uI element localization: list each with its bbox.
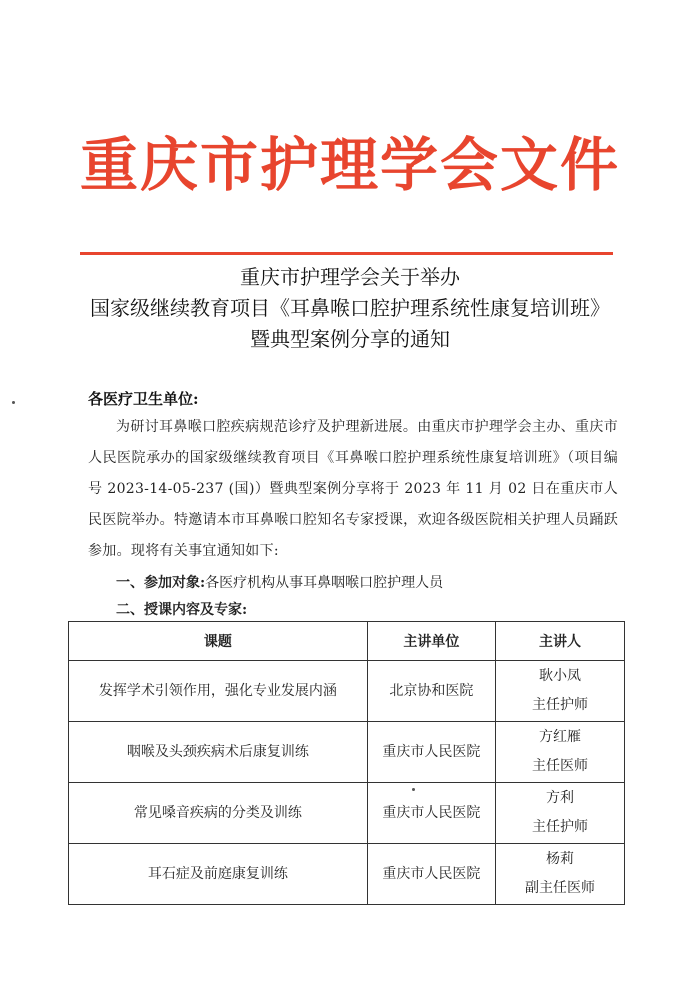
header-topic: 课题 <box>69 622 368 661</box>
cell-speaker <box>495 722 624 783</box>
table-header-row <box>69 622 625 661</box>
cell-speaker <box>495 844 624 905</box>
body-paragraph: 为研讨耳鼻喉口腔疾病规范诊疗及护理新进展。由重庆市护理学会主办、重庆市人民医院承办的国家级继续教育项目《耳鼻喉口腔护理系统性康复培训班》（项目编号 2023-14-05-237 (国)）暨典型案例分享将于 2023 年 11 月 02 日在重庆市人民医院举办。特邀请本市耳鼻喉口腔知名专家授课，欢迎各级医院相关护理人员踊跃参加。现将有关事宜通知如下: <box>88 419 618 559</box>
table-row <box>69 722 625 783</box>
cell-unit: 北京协和医院 <box>367 661 495 722</box>
item-course-content <box>116 599 247 619</box>
speaker-title: 主任护师 <box>531 697 588 713</box>
notice-title-line-1: 重庆市护理学会关于举办 <box>240 265 460 289</box>
org-header-title: 重庆市护理学会文件 <box>79 131 620 199</box>
item-participants-text: 各医疗机构从事耳鼻咽喉口腔护理人员 <box>205 575 444 591</box>
header-unit: 主讲单位 <box>367 622 495 661</box>
cell-topic: 发挥学术引领作用，强化专业发展内涵 <box>69 661 368 722</box>
speaker-name: 方红雁 <box>538 729 581 745</box>
speaker-name: 方利 <box>545 790 574 806</box>
item-participants <box>116 572 443 592</box>
item-participants-label: 一、参加对象: <box>116 575 206 591</box>
table-row <box>69 844 625 905</box>
scan-speck <box>412 788 415 791</box>
speaker-title: 副主任医师 <box>524 880 595 896</box>
scan-speck <box>12 401 15 404</box>
cell-unit: 重庆市人民医院 <box>367 844 495 905</box>
course-table <box>68 621 625 905</box>
notice-title-line-2: 国家级继续教育项目《耳鼻喉口腔护理系统性康复培训班》 <box>90 296 610 320</box>
speaker-name: 耿小凤 <box>538 668 581 684</box>
cell-speaker <box>495 661 624 722</box>
cell-unit: 重庆市人民医院 <box>367 783 495 844</box>
speaker-title: 主任护师 <box>531 819 588 835</box>
notice-title-line-3: 暨典型案例分享的通知 <box>250 327 450 351</box>
speaker-name: 杨莉 <box>545 851 574 867</box>
cell-topic: 咽喉及头颈疾病术后康复训练 <box>69 722 368 783</box>
item-course-content-label: 二、授课内容及专家: <box>116 602 248 618</box>
notice-title <box>0 262 700 355</box>
header-speaker: 主讲人 <box>495 622 624 661</box>
cell-topic: 耳石症及前庭康复训练 <box>69 844 368 905</box>
cell-topic: 常见嗓音疾病的分类及训练 <box>69 783 368 844</box>
table-row <box>69 783 625 844</box>
cell-speaker <box>495 783 624 844</box>
cell-unit: 重庆市人民医院 <box>367 722 495 783</box>
recipient-line: 各医疗卫生单位: <box>88 390 199 408</box>
table-row <box>69 661 625 722</box>
header-red-rule <box>80 252 613 255</box>
speaker-title: 主任医师 <box>531 758 588 774</box>
